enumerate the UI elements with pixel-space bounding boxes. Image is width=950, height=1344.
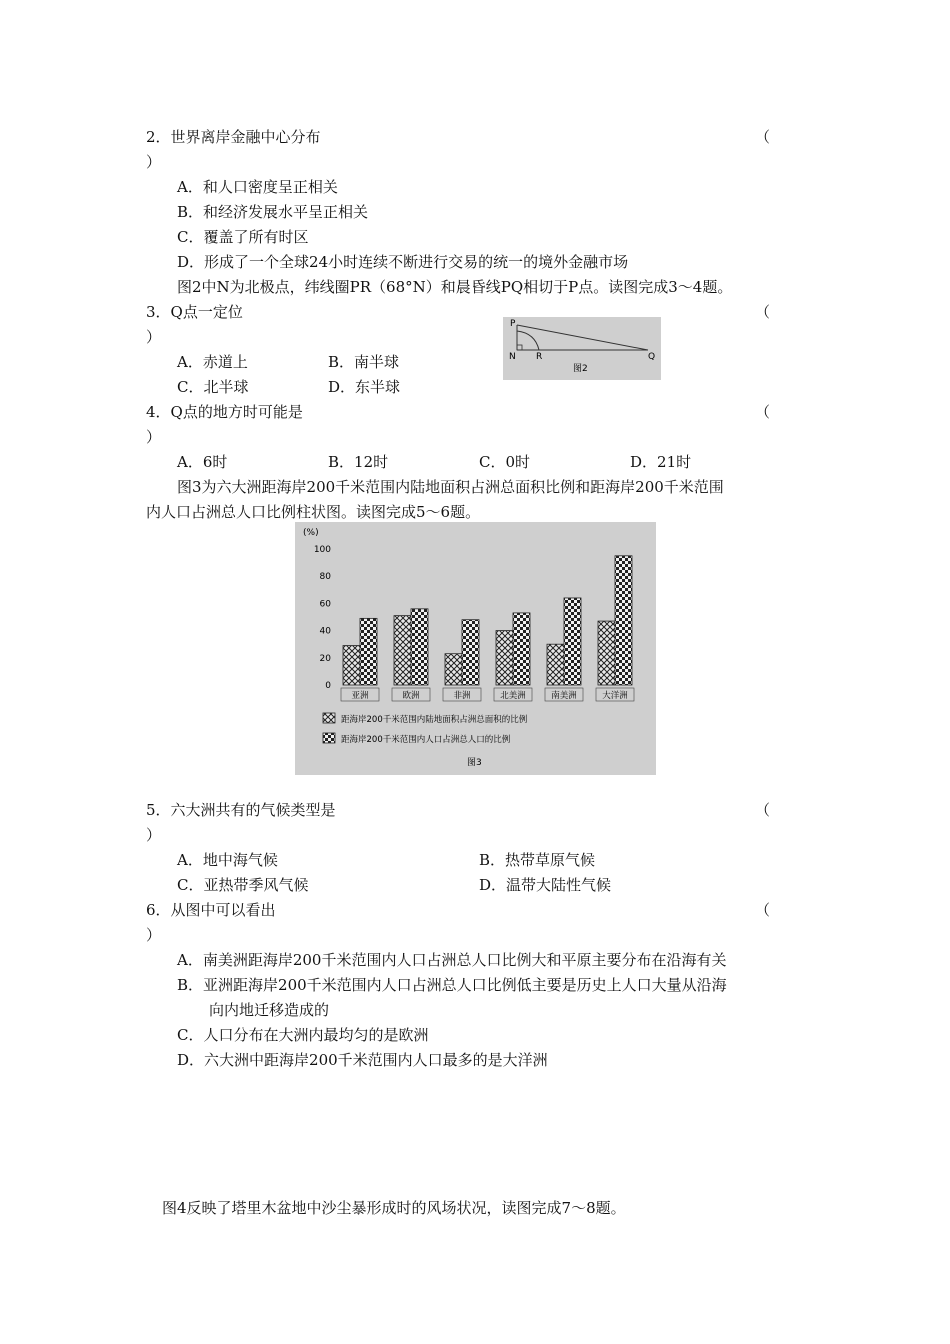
q2-paren-close: ） bbox=[146, 153, 162, 171]
figure-3-chart bbox=[295, 522, 656, 775]
q5-option-a: A．地中海气候 bbox=[177, 851, 278, 869]
bar bbox=[411, 609, 428, 685]
y-axis bbox=[314, 545, 331, 691]
q6-paren-close: ） bbox=[146, 926, 162, 944]
q3-option-b: B．南半球 bbox=[328, 353, 400, 371]
bar bbox=[496, 631, 513, 685]
q2-option-d: D．形成了一个全球24小时连续不断进行交易的统一的境外金融市场 bbox=[177, 253, 629, 271]
q3-option-c: C．北半球 bbox=[177, 378, 249, 396]
x-tick-label: 北美洲 bbox=[500, 691, 526, 701]
arc-pr bbox=[517, 331, 539, 350]
q2-stem: 2．世界离岸金融中心分布 bbox=[146, 128, 321, 146]
legend-swatch-area bbox=[323, 713, 335, 723]
bar bbox=[564, 598, 581, 685]
x-tick-label: 非洲 bbox=[453, 691, 471, 701]
q6-option-c: C．人口分布在大洲内最均匀的是欧洲 bbox=[177, 1026, 429, 1044]
x-tick-label: 亚洲 bbox=[351, 691, 369, 701]
q5-paren-open: （ bbox=[755, 801, 771, 819]
q4-paren-open: （ bbox=[755, 403, 771, 421]
bar-group bbox=[343, 556, 632, 685]
y-tick-label: 40 bbox=[319, 626, 331, 637]
q6-option-b-line2: 向内地迁移造成的 bbox=[209, 1001, 330, 1019]
legend bbox=[323, 713, 528, 745]
figure-2 bbox=[503, 317, 661, 380]
figure-2-caption: 图2 bbox=[573, 364, 588, 374]
intro-fig4: 图4反映了塔里木盆地中沙尘暴形成时的风场状况，读图完成7～8题。 bbox=[162, 1199, 626, 1217]
legend-label-area: 距海岸200千米范围内陆地面积占洲总面积的比例 bbox=[341, 715, 528, 725]
q4-option-c: C．0时 bbox=[479, 453, 531, 471]
bar bbox=[394, 616, 411, 685]
label-q: Q bbox=[648, 352, 656, 362]
bar bbox=[598, 621, 615, 685]
q5-stem: 5．六大洲共有的气候类型是 bbox=[146, 801, 336, 819]
q5-option-c: C．亚热带季风气候 bbox=[177, 876, 309, 894]
bar bbox=[513, 613, 530, 685]
bar bbox=[462, 620, 479, 685]
q3-stem: 3．Q点一定位 bbox=[146, 303, 243, 321]
bar bbox=[445, 654, 462, 685]
q2-paren-open: （ bbox=[755, 128, 771, 146]
q4-stem: 4．Q点的地方时可能是 bbox=[146, 403, 303, 421]
q3-option-a: A．赤道上 bbox=[177, 353, 248, 371]
q6-stem: 6．从图中可以看出 bbox=[146, 901, 276, 919]
y-tick-label: 0 bbox=[325, 681, 331, 691]
legend-label-population: 距海岸200千米范围内人口占洲总人口的比例 bbox=[341, 735, 511, 745]
y-unit-label: (%) bbox=[303, 528, 319, 538]
q4-option-d: D．21时 bbox=[630, 453, 692, 471]
right-angle-mark bbox=[517, 345, 522, 350]
q4-option-b: B．12时 bbox=[328, 453, 389, 471]
q5-paren-close: ） bbox=[146, 826, 162, 844]
y-tick-label: 80 bbox=[319, 572, 331, 583]
y-tick-label: 20 bbox=[319, 653, 331, 664]
intro-fig3-line1: 图3为六大洲距海岸200千米范围内陆地面积占洲总面积比例和距海岸200千米范围 bbox=[177, 478, 724, 496]
line-pq bbox=[517, 325, 648, 350]
intro-fig2: 图2中N为北极点，纬线圈PR（68°N）和晨昏线PQ相切于P点。读图完成3～4题。 bbox=[177, 278, 733, 296]
q2-option-a: A．和人口密度呈正相关 bbox=[177, 178, 338, 196]
label-p: P bbox=[510, 319, 516, 329]
label-n: N bbox=[509, 352, 516, 362]
bar bbox=[547, 644, 564, 685]
figure-2-diagram bbox=[503, 317, 661, 380]
q3-paren-close: ） bbox=[146, 328, 162, 346]
q6-paren-open: （ bbox=[755, 901, 771, 919]
figure-3 bbox=[295, 522, 656, 775]
q6-option-b-line1: B．亚洲距海岸200千米范围内人口占洲总人口比例低主要是历史上人口大量从沿海 bbox=[177, 976, 727, 994]
q4-paren-close: ） bbox=[146, 428, 162, 446]
intro-fig3-line2: 内人口占洲总人口比例柱状图。读图完成5～6题。 bbox=[146, 503, 481, 521]
x-axis-labels bbox=[341, 688, 634, 701]
q3-option-d: D．东半球 bbox=[328, 378, 401, 396]
x-tick-label: 南美洲 bbox=[551, 691, 577, 701]
q3-paren-open: （ bbox=[755, 303, 771, 321]
y-tick-label: 60 bbox=[319, 599, 331, 610]
bar bbox=[615, 556, 632, 685]
q5-option-d: D．温带大陆性气候 bbox=[479, 876, 612, 894]
q4-option-a: A．6时 bbox=[177, 453, 228, 471]
figure-3-caption: 图3 bbox=[467, 758, 482, 768]
q5-option-b: B．热带草原气候 bbox=[479, 851, 596, 869]
y-tick-label: 100 bbox=[313, 545, 331, 555]
q2-option-b: B．和经济发展水平呈正相关 bbox=[177, 203, 369, 221]
q6-option-a: A．南美洲距海岸200千米范围内人口占洲总人口比例大和平原主要分布在沿海有关 bbox=[177, 951, 727, 969]
q6-option-d: D．六大洲中距海岸200千米范围内人口最多的是大洋洲 bbox=[177, 1051, 548, 1069]
bar bbox=[360, 618, 377, 685]
label-r: R bbox=[536, 352, 543, 362]
x-tick-label: 欧洲 bbox=[402, 691, 420, 701]
x-tick-label: 大洋洲 bbox=[602, 691, 628, 701]
legend-swatch-population bbox=[323, 733, 335, 743]
q2-option-c: C．覆盖了所有时区 bbox=[177, 228, 309, 246]
bar bbox=[343, 646, 360, 685]
